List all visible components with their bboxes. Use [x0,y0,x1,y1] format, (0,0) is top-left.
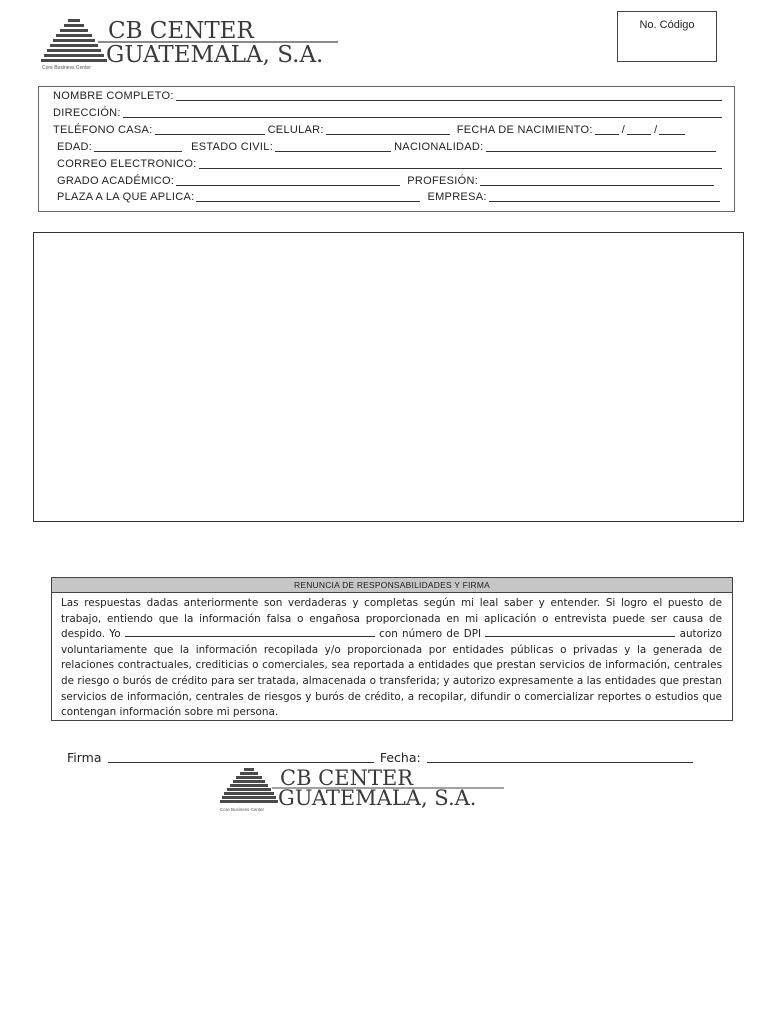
label-nombre: NOMBRE COMPLETO: [53,90,174,102]
label-direccion: DIRECCIÓN: [53,107,121,119]
field-dia[interactable] [595,134,619,135]
pyramid-icon [220,768,278,803]
label-estado-civil: ESTADO CIVIL: [191,141,274,153]
label-nacionalidad: NACIONALIDAD: [394,141,484,153]
field-grado[interactable] [176,185,400,186]
label-edad: EDAD: [57,141,93,153]
disclaimer-text-3: autorizo voluntariamente que la información recopilada y/o proporcionada por entidades públicas o privadas y la generada de relaciones contractuales, crediticias o comerciales, sea reportada a entidades que prestan servicios de información, centrales de riesgo o burós de crédito para ser tratada, almacenada o transferida; y autorizo expresamente a las entidades que prestan servicios de información, centrales de riesgos y burós de crédito, a recopilar, difundir o comercializar reportes o estudios que contengan información sobre mi persona. [61,628,722,719]
logo-title-1: CB CENTER [108,18,254,44]
field-direccion[interactable] [123,117,722,118]
disclaimer-text-1: Las respuestas dadas anteriormente son verdaderas y completas según mi leal saber y entender. Si logro el puesto de trabajo, entiendo que la información falsa o engañosa proporcionada en mi aplicación o entrevista puede ser causa de despido. Yo [61,597,722,641]
field-profesion[interactable] [480,185,714,186]
logo-subtitle: Core Business Center [42,65,91,71]
field-fecha[interactable] [427,762,693,763]
form-row-nombre [53,90,725,102]
personal-data-form [38,86,735,212]
date-separator: / [654,124,658,136]
form-row-plaza [57,191,723,203]
label-empresa: EMPRESA: [427,191,487,203]
label-celular: CELULAR: [267,124,324,136]
logo-subtitle: Core Business Center [220,807,265,812]
label-fecha-nacimiento: FECHA DE NACIMIENTO: [456,124,593,136]
label-telefono: TELÉFONO CASA: [53,124,153,136]
blank-content-box [33,232,744,522]
field-nombre[interactable] [176,100,722,101]
field-firma[interactable] [108,762,374,763]
code-label: No. Código [639,19,695,31]
form-row-edad [57,141,719,153]
logo-title-2: GUATEMALA, S.A. [106,42,324,68]
field-empresa[interactable] [489,201,720,202]
disclaimer-title: RENUNCIA DE RESPONSABILIDADES Y FIRMA [52,578,732,593]
field-nombre-firmante[interactable] [125,628,375,637]
date-separator: / [621,124,626,136]
label-profesion: PROFESIÓN: [407,175,479,187]
field-edad[interactable] [94,151,182,152]
logo-title-1: CB CENTER [280,766,414,790]
label-correo: CORREO ELECTRONICO: [57,158,197,170]
label-firma: Firma [67,750,102,765]
form-row-correo [57,158,725,170]
field-celular[interactable] [326,134,450,135]
logo-title-2: GUATEMALA, S.A. [278,786,477,810]
disclaimer-box [51,577,733,721]
label-plaza: PLAZA A LA QUE APLICA: [57,191,195,203]
field-plaza[interactable] [196,201,420,202]
form-row-telefono [53,124,719,136]
signature-row [67,750,699,765]
field-dpi[interactable] [485,628,675,637]
field-nacionalidad[interactable] [486,151,716,152]
code-box [617,11,717,62]
disclaimer-text [52,593,732,721]
label-fecha: Fecha: [379,750,421,765]
company-logo-top [40,16,340,72]
field-correo[interactable] [199,168,722,169]
label-grado: GRADO ACADÉMICO: [57,175,175,187]
pyramid-icon [41,19,107,62]
company-logo-bottom [218,766,508,814]
form-row-grado [57,175,717,187]
field-mes[interactable] [627,134,651,135]
field-anio[interactable] [659,134,685,135]
field-estado-civil[interactable] [275,151,391,152]
form-row-direccion [53,107,725,119]
field-telefono[interactable] [155,134,265,135]
disclaimer-text-2: con número de DPI [379,628,482,641]
